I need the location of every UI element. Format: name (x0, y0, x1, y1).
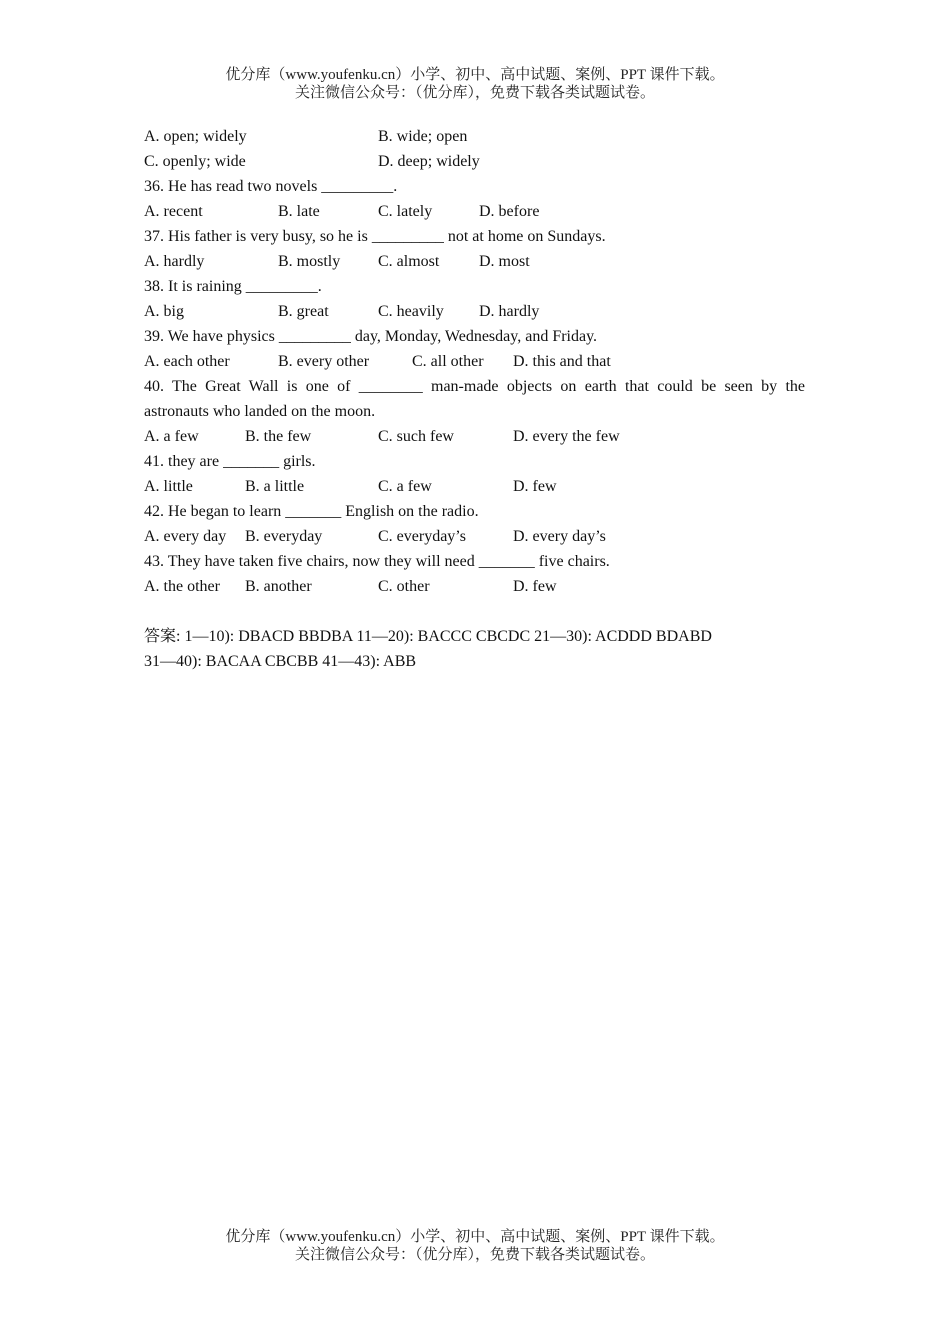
option-a: A. every day (144, 528, 227, 545)
header-line-1: 优分库（www.youfenku.cn）小学、初中、高中试题、案例、PPT 课件下载。 (225, 67, 725, 83)
options-row (144, 149, 805, 174)
options-row (144, 424, 805, 449)
options-row (144, 474, 805, 499)
option-c: C. everyday’s (378, 528, 466, 545)
option-c: C. such few (378, 428, 454, 445)
option-c: C. all other (412, 353, 484, 370)
option-d: D. this and that (513, 353, 611, 370)
option-a: A. each other (144, 353, 230, 370)
option-b: B. great (278, 303, 329, 320)
answer-key (144, 624, 805, 674)
question-40-line-1: 40. The Great Wall is one of ________ man-made objects on earth that could be seen by the (144, 378, 805, 395)
option-b: B. another (245, 578, 312, 595)
question-42: 42. He began to learn _______ English on the radio. (144, 503, 479, 520)
question-37: 37. His father is very busy, so he is _________ not at home on Sundays. (144, 228, 606, 245)
option-d: D. few (513, 578, 557, 595)
option-a: A. open; widely (144, 128, 247, 145)
option-d: D. every day’s (513, 528, 606, 545)
question-39: 39. We have physics _________ day, Monday, Wednesday, and Friday. (144, 328, 598, 345)
question-43: 43. They have taken five chairs, now they will need _______ five chairs. (144, 553, 610, 570)
option-b: B. late (278, 203, 320, 220)
option-b: B. wide; open (378, 128, 468, 145)
option-b: B. a little (245, 478, 305, 495)
option-a: A. little (144, 478, 193, 495)
option-a: A. a few (144, 428, 199, 445)
option-b: B. mostly (278, 253, 341, 270)
question-38: 38. It is raining _________. (144, 278, 322, 295)
answer-key-line-2: 31—40): BACAA CBCBB 41—43): ABB (144, 653, 417, 670)
options-row (144, 249, 805, 274)
option-a: A. hardly (144, 253, 205, 270)
question-list (144, 124, 805, 674)
header-line-2: 关注微信公众号：（优分库），免费下载各类试题试卷。 (294, 85, 655, 101)
option-d: D. hardly (479, 303, 540, 320)
footer-line-2: 关注微信公众号：（优分库），免费下载各类试题试卷。 (294, 1247, 655, 1263)
option-d: D. before (479, 203, 540, 220)
options-row (144, 199, 805, 224)
option-b: B. everyday (245, 528, 323, 545)
option-d: D. every the few (513, 428, 620, 445)
options-row (144, 124, 805, 149)
option-b: B. every other (278, 353, 370, 370)
options-row (144, 299, 805, 324)
option-c: C. other (378, 578, 430, 595)
question-36: 36. He has read two novels _________. (144, 178, 398, 195)
answer-key-line-1: 答案: 1—10): DBACD BBDBA 11—20): BACCC CBCDC 21—30): ACDDD BDABD (144, 628, 712, 645)
footer-line-1: 优分库（www.youfenku.cn）小学、初中、高中试题、案例、PPT 课件下载。 (225, 1229, 725, 1245)
option-a: A. big (144, 303, 184, 320)
option-d: D. deep; widely (378, 153, 480, 170)
question-40-line-2: astronauts who landed on the moon. (144, 403, 376, 420)
option-c: C. almost (378, 253, 440, 270)
page-header (0, 66, 950, 102)
option-c: C. openly; wide (144, 153, 246, 170)
options-row (144, 574, 805, 599)
options-row (144, 524, 805, 549)
options-row (144, 349, 805, 374)
option-c: C. heavily (378, 303, 444, 320)
option-d: D. most (479, 253, 530, 270)
option-a: A. recent (144, 203, 203, 220)
option-d: D. few (513, 478, 557, 495)
page-footer (0, 1228, 950, 1264)
option-b: B. the few (245, 428, 312, 445)
question-41: 41. they are _______ girls. (144, 453, 316, 470)
option-c: C. a few (378, 478, 432, 495)
option-a: A. the other (144, 578, 220, 595)
option-c: C. lately (378, 203, 433, 220)
